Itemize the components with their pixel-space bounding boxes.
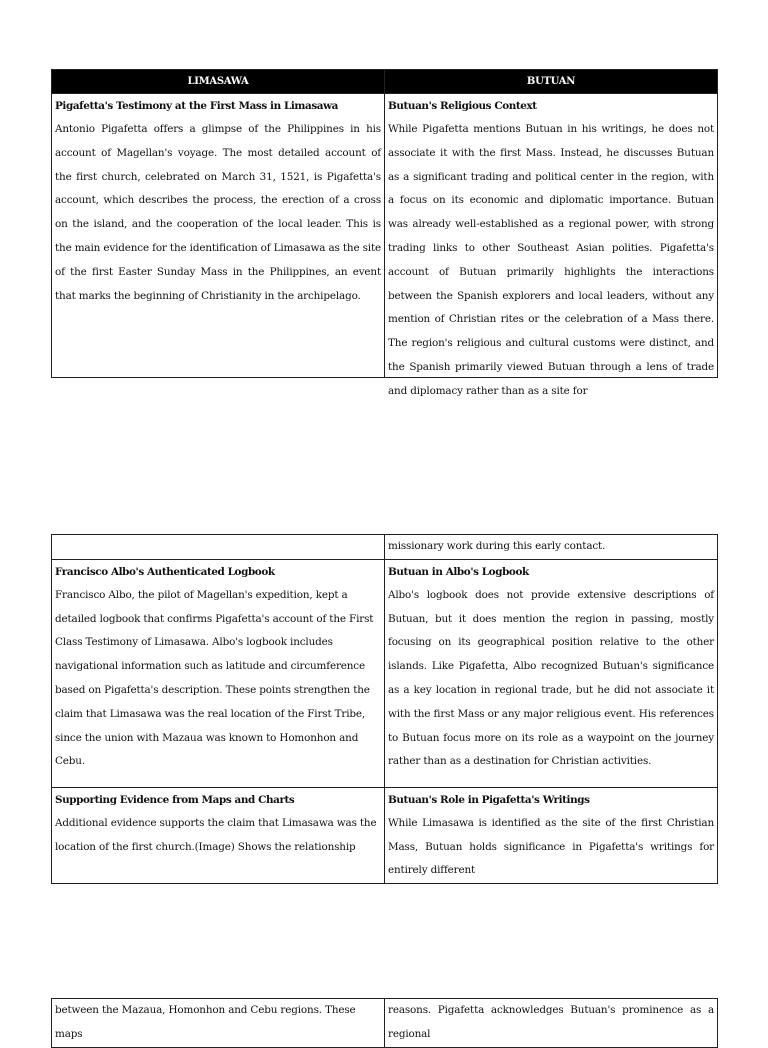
cell-maps-charts [52,787,385,883]
cell-text: missionary work during this early contact. [388,540,606,552]
cell-albo-logbook [52,559,385,787]
cell-right-continuation [385,999,718,1048]
empty-cell [52,535,385,560]
header-limasawa: LIMASAWA [52,70,385,94]
cell-butuan-role [385,787,718,883]
cell-text: While Limasawa is identified as the site of the first Christian Mass, Butuan holds significance in Pigafetta's writings for entirely different [388,816,714,877]
cell-title: Pigafetta's Testimony at the First Mass in Limasawa [55,100,339,112]
cell-left-continuation [52,999,385,1048]
cell-text: between the Mazaua, Homonhon and Cebu regions. These maps [55,1004,356,1040]
cell-text: Additional evidence supports the claim that Limasawa was the location of the first church.(Image) Shows the relationship [55,816,377,853]
cell-butuan-religious-context [385,94,718,397]
table-row [52,787,718,883]
cell-text: Albo's logbook does not provide extensive descriptions of Butuan, but it does mention the region in passing, mostly focusing on its geographical position relative to the other islands. Like Pigafetta, Albo recognized Butuan's significance as a key location in regional trade, but he did not associate it with the first Mass or any major religious event. His references to Butuan focus more on its role as a waypoint on the journey rather than as a destination for Christian activities. [388,588,714,768]
comparison-table-part-1 [51,69,718,397]
cell-title: Butuan's Religious Context [388,100,537,112]
comparison-table-part-2 [51,534,718,884]
cell-title: Butuan's Role in Pigafetta's Writings [388,793,590,806]
table-row [52,559,718,787]
cell-title: Supporting Evidence from Maps and Charts [55,793,295,806]
cell-continuation [385,535,718,560]
cell-title: Francisco Albo's Authenticated Logbook [55,565,275,578]
comparison-table-part-3 [51,998,718,1048]
cell-text: While Pigafetta mentions Butuan in his writings, he does not associate it with the first Mass. Instead, he discusses Butuan as a significant trading and political center in the region, with a focus on its economic and diplomatic importance. Butuan was already well-established as a regional power, with strong trading links to other Southeast Asian polities. Pigafetta's account of Butuan primarily highlights the interactions between the Spanish explorers and local leaders, without any mention of Christian rites or the celebration of a Mass there. The region's religious and cultural customs were distinct, and the Spanish primarily viewed Butuan through a lens of trade and diplomacy rather than as a site for [388,123,714,397]
table-row [52,999,718,1048]
header-butuan: BUTUAN [385,70,718,94]
table-row [52,535,718,560]
cell-title: Butuan in Albo's Logbook [388,565,529,578]
table-header-row [52,70,718,94]
cell-text: reasons. Pigafetta acknowledges Butuan's prominence as a regional [388,1004,714,1040]
cell-text: Francisco Albo, the pilot of Magellan's expedition, kept a detailed logbook that confirms Pigafetta's account of the First Class Testimony of Limasawa. Albo's logbook includes navigational information such as latitude and circumference based on Pigafetta's description. These points strengthen the claim that Limasawa was the real location of the First Tribe, since the union with Mazaua was known to Homonhon and Cebu. [55,588,374,768]
cell-text: Antonio Pigafetta offers a glimpse of the Philippines in his account of Magellan's voyage. The most detailed account of the first church, celebrated on March 31, 1521, is Pigafetta's account, which describes the process, the erection of a cross on the island, and the cooperation of the local leader. This is the main evidence for the identification of Limasawa as the site of the first Easter Sunday Mass in the Philippines, an event that marks the beginning of Christianity in the archipelago. [55,123,381,302]
table-row [52,94,718,378]
cell-limasawa-testimony [52,94,385,378]
cell-butuan-albo-logbook [385,559,718,787]
